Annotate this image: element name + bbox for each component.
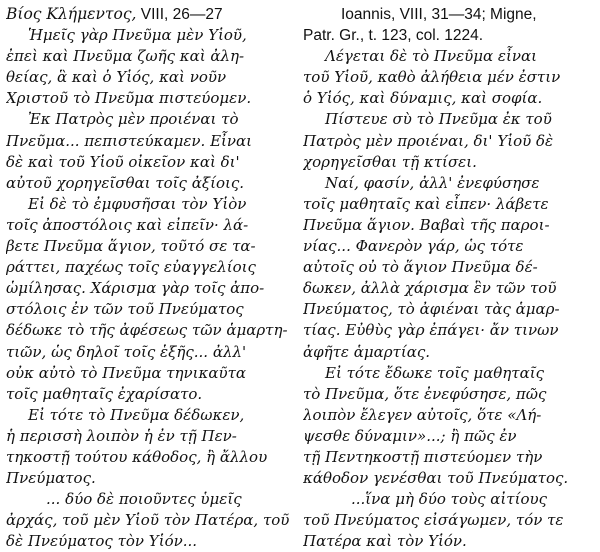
- text-line: χορηγεῖσθαι τῇ κτίσει.: [303, 152, 477, 171]
- text-line: αὐτοῖς οὐ τὸ ἅγιον Πνεῦμα δέ-: [303, 258, 538, 277]
- text-line: θείας, ἃ καὶ ὁ Υἱός, καὶ νοῦν: [6, 68, 227, 87]
- text-line: βετε Πνεῦμα ἅγιον, τοῦτό σε τα-: [6, 237, 256, 256]
- text-line: στόλοις ἐν τῶν τοῦ Πνεύματος: [6, 300, 244, 319]
- text-line: ἀφῆτε ἁμαρτίας.: [303, 342, 431, 361]
- text-line: ὡμίλησας. Χάρισμα γὰρ τοῖς ἀπο-: [6, 279, 265, 298]
- text-line: Πνεῦμα ἅγιον. Βαβαὶ τῆς παροι-: [303, 215, 550, 234]
- text-line: ράττει, παχέως τοῖς εὐαγγελίοις: [6, 258, 256, 277]
- text-line: δὲ καὶ τοῦ Υἱοῦ οἰκεῖον καὶ δι': [6, 152, 240, 171]
- text-line: Ἡμεῖς γὰρ Πνεῦμα μὲν Υἱοῦ,: [28, 26, 247, 45]
- left-heading-reference: VIII, 26—27: [140, 6, 223, 23]
- right-heading-line: Patr. Gr., t. 123, col. 1224.: [303, 27, 484, 45]
- text-line: ... δύο δὲ ποιοῦντες ὑμεῖς: [46, 490, 242, 509]
- text-line: τιῶν, ὡς δηλοῖ τοῖς ἑξῆς... ἀλλ': [6, 342, 247, 361]
- left-column-heading: [6, 4, 302, 25]
- text-line: δέδωκε τὸ τῆς ἀφέσεως τῶν ἁμαρτη-: [6, 321, 288, 340]
- text-line: Πνεύματος, τὸ ἀφιέναι τὰς ἁμαρ-: [303, 300, 560, 319]
- text-line: τοῦ Υἱοῦ, καθὸ ἀλήθεια μέν ἐστιν: [303, 68, 561, 87]
- left-heading-title: Βίος Κλήμεντος,: [6, 5, 137, 23]
- text-line: οὐκ αὐτὸ τὸ Πνεῦμα τηνικαῦτα: [6, 363, 247, 382]
- text-line: ἀρχάς, τοῦ μὲν Υἱοῦ τὸν Πατέρα, τοῦ: [6, 511, 290, 530]
- text-line: τοῦ Πνεύματος εἰσάγωμεν, τόν τε: [303, 511, 564, 530]
- left-column: [6, 4, 302, 552]
- text-line: αὐτοῦ χορηγεῖσθαι τοῖς ἀξίοις.: [6, 173, 245, 192]
- right-heading-line: Ioannis, VIII, 31—34; Migne,: [341, 6, 537, 23]
- text-line: ὁ Υἱός, καὶ δύναμις, καὶ σοφία.: [303, 89, 543, 108]
- text-line: τῇ Πεντηκοστῇ πιστεύομεν τὴν: [303, 447, 543, 466]
- text-line: Ἐκ Πατρὸς μὲν προιέναι τὸ: [28, 110, 239, 129]
- text-line: Πνεύματος.: [6, 469, 96, 488]
- text-line: Εἰ τότε ἔδωκε τοῖς μαθηταῖς: [325, 363, 544, 382]
- text-line: λοιπὸν ἔλεγεν αὐτοῖς, ὅτε «Λή-: [303, 405, 542, 424]
- text-line: δὲ Πνεύματος τὸν Υἱόν...: [6, 532, 198, 551]
- text-line: Πατέρα καὶ τὸν Υἱόν.: [303, 532, 467, 551]
- text-line: τὸ Πνεῦμα, ὅτε ἐνεφύσησε, πῶς: [303, 384, 547, 403]
- text-line: τηκοστῇ τούτου κάθοδος, ἢ ἄλλου: [6, 447, 268, 466]
- text-line: Πνεῦμα... πεπιστεύκαμεν. Εἶναι: [6, 131, 253, 150]
- text-line: δωκεν, ἀλλὰ χάρισμα ἓν τῶν τοῦ: [303, 279, 557, 298]
- text-line: τοῖς μαθηταῖς καὶ εἶπεν· λάβετε: [303, 194, 549, 213]
- text-line: Εἰ δὲ τὸ ἐμφυσῆσαι τὸν Υἱὸν: [28, 194, 247, 213]
- text-line: ἡ περισσὴ λοιπὸν ἡ ἐν τῇ Πεν-: [6, 426, 237, 445]
- text-line: ...ἵνα μὴ δύο τοὺς αἰτίους: [351, 490, 548, 509]
- text-line: ψεσθε δύναμιν»...; ἢ πῶς ἐν: [303, 426, 517, 445]
- text-line: Πίστευε σὺ τὸ Πνεῦμα ἐκ τοῦ: [325, 110, 552, 129]
- text-line: Εἰ τότε τὸ Πνεῦμα δέδωκεν,: [28, 405, 245, 424]
- text-line: Ναί, φασίν, ἀλλ' ἐνεφύσησε: [325, 173, 540, 192]
- right-column: [303, 4, 597, 552]
- text-line: Χριστοῦ τὸ Πνεῦμα πιστεύομεν.: [6, 89, 252, 108]
- text-line: κάθοδον γενέσθαι τοῦ Πνεύματος.: [303, 469, 569, 488]
- text-line: Πατρὸς μὲν προιέναι, δι' Υἱοῦ δὲ: [303, 131, 554, 150]
- text-line: τίας. Εὐθὺς γὰρ ἐπάγει· ἄν τινων: [303, 321, 559, 340]
- text-line: Λέγεται δὲ τὸ Πνεῦμα εἶναι: [325, 47, 537, 66]
- text-line: τοῖς ἀποστόλοις καὶ εἰπεῖν· λά-: [6, 215, 249, 234]
- text-line: τοῖς μαθηταῖς ἐχαρίσατο.: [6, 384, 203, 403]
- text-line: νίας... Φανερὸν γάρ, ὡς τότε: [303, 237, 524, 256]
- text-line: ἐπεὶ καὶ Πνεῦμα ζωῆς καὶ ἀλη-: [6, 47, 245, 66]
